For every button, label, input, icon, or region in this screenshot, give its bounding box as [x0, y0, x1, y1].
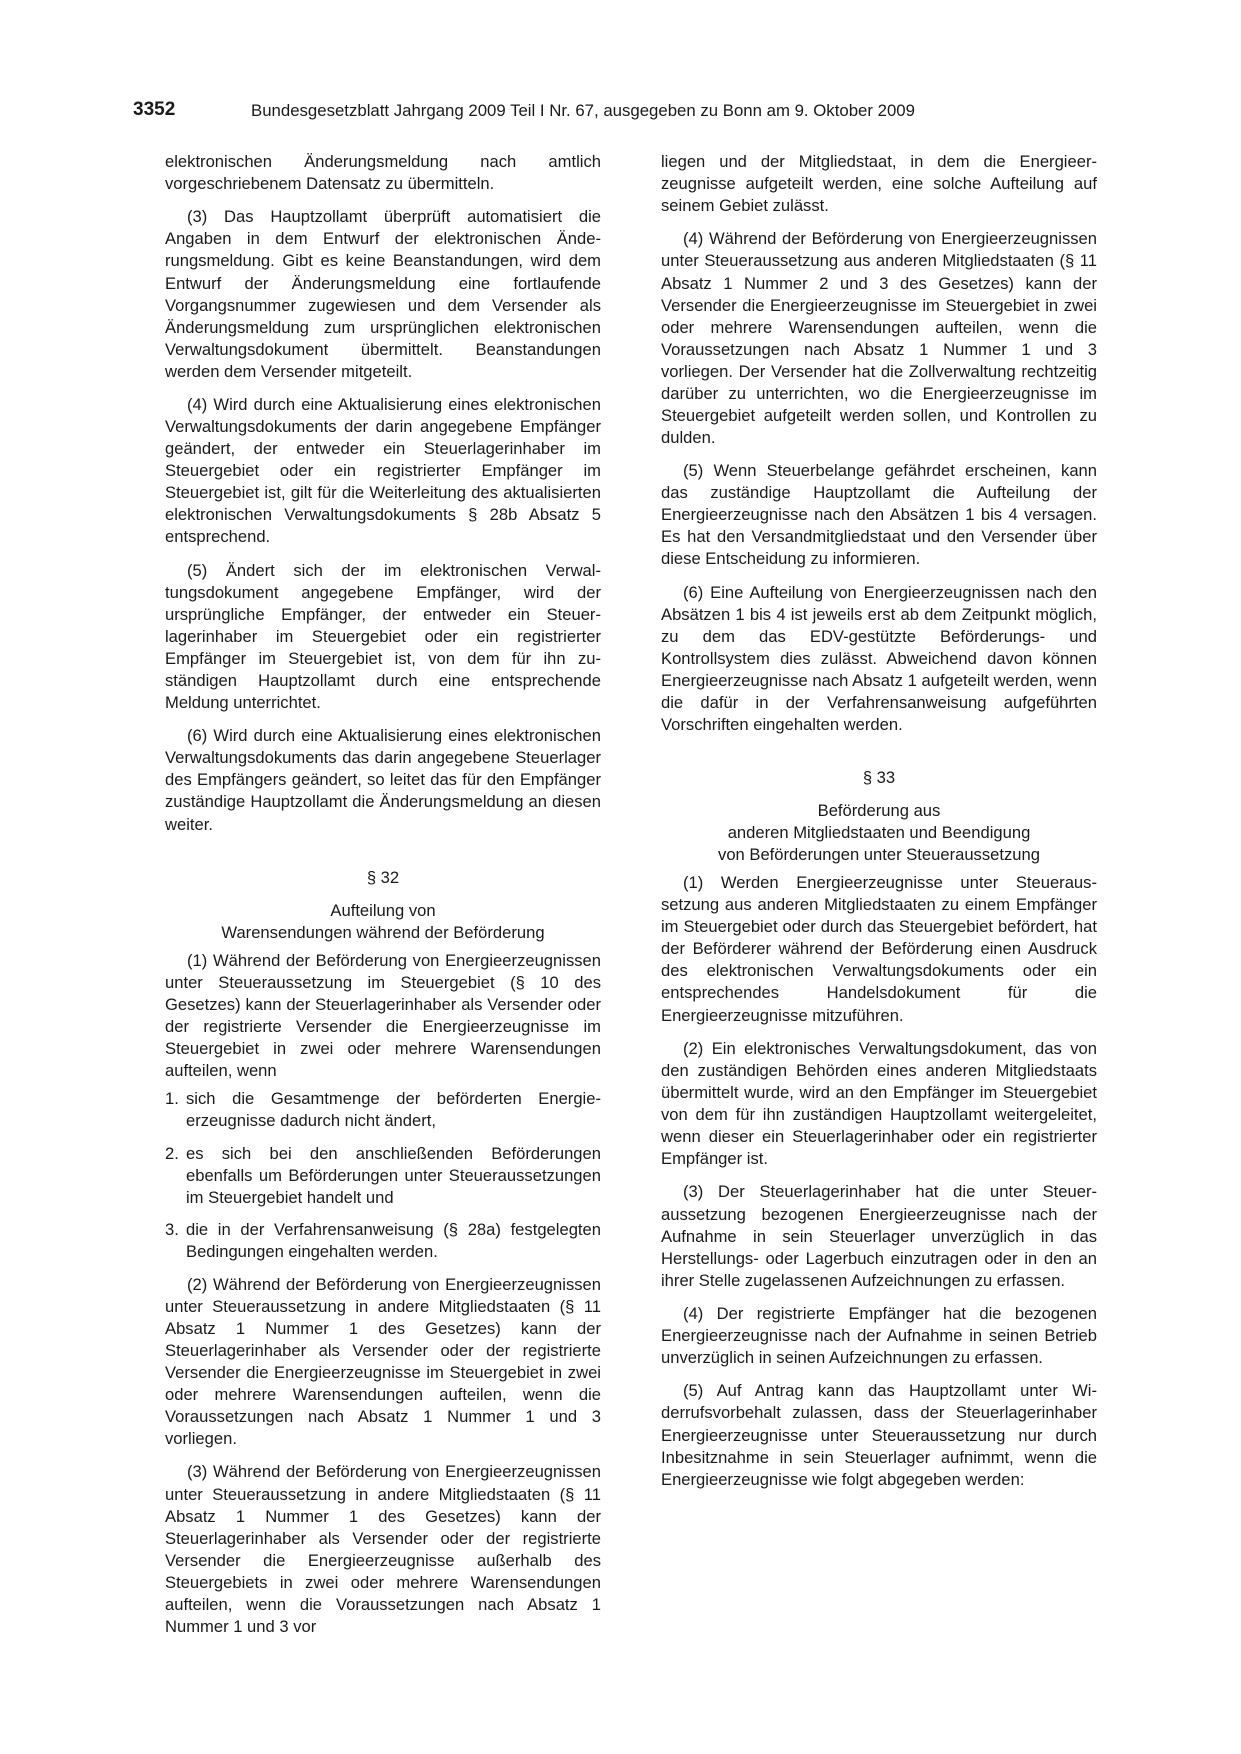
right-column [661, 151, 1097, 1502]
section-33-number: § 33 [862, 768, 896, 788]
section-32-paragraph-4: (4) Während der Beförderung von Energieerzeugnissen unter Steueraussetzung aus anderen Mitgliedstaaten (§ 11 Absatz 1 Nummer 2 und 3 des Gesetzes) kann der Versender die Energieerzeugnisse im Steuergebiet in zwei oder mehrere Warensendungen aufteilen, wenn die Voraussetzungen nach Absatz 1 Nummer 1 und 3 vorliegen. Der Versender hat die Zollverwaltung rechtzeitig darüber zu unterrichten, wo die Energieerzeugnisse im Steuergebiet aufgeteilt werden sollen, und Kontrollen zu dulden. [661, 229, 1097, 447]
list-item [165, 1143, 601, 1209]
section-32-paragraph-1: (1) Während der Beförderung von Energieerzeugnissen unter Steueraussetzung im Steuergebiet (§ 10 des Gesetzes) kann der Steuerlagerinhaber als Versender oder der registrierte Versender die Energieerzeugnisse im Steuergebiet in zwei oder mehrere Warensendungen aufteilen, wenn [165, 950, 601, 1080]
paragraph-5: (5) Ändert sich der im elektronischen Verwaltungsdokument angegebene Empfänger, wird der ursprüngliche Empfänger, der entweder ein Steuerlagerinhaber im Steuergebiet oder ein registrierter Empfänger im Steuergebiet ist, von dem für ihn zuständigen Hauptzollamt durch eine entsprechende Meldung unterrichtet. [165, 560, 601, 712]
section-32-paragraph-3: (3) Während der Beförderung von Energieerzeugnissen unter Steueraussetzung in andere Mitgliedstaaten (§ 11 Absatz 1 Nummer 1 des Gesetzes) kann der Steuerlagerinhaber als Versender oder der registrierte Versender die Energieerzeugnisse außerhalb des Steuergebiets in zwei oder mehrere Warensendungen aufteilen, wenn die Voraussetzungen nach Absatz 1 Nummer 1 und 3 vor [165, 1462, 601, 1636]
list-item-number: 3. [165, 1220, 179, 1240]
list-item-number: 2. [165, 1143, 179, 1163]
paragraph-4: (4) Wird durch eine Aktualisierung eines elektronischen Verwaltungsdokuments der darin angegebene Empfänger geändert, der entweder ein Steuerlagerinhaber im Steuergebiet oder ein registrierter Empfänger im Steuergebiet ist, gilt für die Weiterleitung des aktualisierten elektronischen Verwaltungsdokuments § 28b Absatz 5 entsprechend. [165, 395, 601, 547]
list-item-number: 1. [165, 1088, 179, 1108]
section-33-paragraph-3: (3) Der Steuerlagerinhaber hat die unter Steueraussetzung bezogenen Energieerzeugnisse nach der Aufnahme in sein Steuerlager unverzüglich in das Herstellungs- oder Lagerbuch einzutragen oder in den an ihrer Stelle zugelassenen Aufzeichnungen zu erfassen. [661, 1182, 1097, 1290]
section-32-paragraph-2: (2) Während der Beförderung von Energieerzeugnissen unter Steueraussetzung in andere Mitgliedstaaten (§ 11 Absatz 1 Nummer 1 des Gesetzes) kann der Steuerlagerinhaber als Versender oder der registrierte Versender die Energieerzeugnisse im Steuergebiet in zwei oder mehrere Warensendungen aufteilen, wenn die Voraussetzungen nach Absatz 1 Nummer 1 und 3 vorliegen. [165, 1274, 601, 1449]
list-item-text: die in der Verfahrensanweisung (§ 28a) festgelegten Bedingungen eingehalten werden. [186, 1220, 601, 1262]
section-33-paragraph-1: (1) Werden Energieerzeugnisse unter Steueraussetzung aus anderen Mitgliedstaaten zu einem Empfänger im Steuergebiet oder durch das Steuergebiet befördert, hat der Beförderer während der Beförderung einen Ausdruck des elektronischen Verwaltungsdokuments oder ein entsprechendes Handelsdokument für die Energieerzeugnisse mitzuführen. [661, 873, 1097, 1025]
section-33-title-line-3: von Beförderungen unter Steueraussetzung [718, 845, 1040, 865]
section-32-paragraph-6: (6) Eine Aufteilung von Energieerzeugnissen nach den Absätzen 1 bis 4 ist jeweils erst ab dem Zeitpunkt möglich, zu dem das EDV-gestützte Beförderungs- und Kontrollsystem dies zulässt. Abweichend davon können Energieerzeugnisse nach Absatz 1 aufgeteilt werden, wenn die dafür in der Verfahrensanweisung aufgeführten Vorschriften eingehalten werden. [661, 582, 1097, 735]
section-32-title [165, 900, 601, 944]
page-header [133, 99, 993, 127]
list-item [165, 1088, 601, 1132]
page-number: 3352 [133, 99, 176, 120]
paragraph-continuation: liegen und der Mitgliedstaat, in dem die Energieerzeugnisse aufgeteilt werden, eine solche Aufteilung auf seinem Gebiet zulässt. [661, 152, 1097, 216]
section-32-paragraph-5: (5) Wenn Steuerbelange gefährdet erscheinen, kann das zuständige Hauptzollamt die Aufteilung der Energieerzeugnisse nach den Absätzen 1 bis 4 versagen. Es hat den Versandmitgliedstaat und den Versender über diese Entscheidung zu informieren. [661, 461, 1097, 569]
list-item-text: es sich bei den anschließenden Beförderungen ebenfalls um Beförderungen unter Steueraussetzungen im Steuergebiet handelt und [186, 1143, 601, 1207]
section-33-title [661, 800, 1097, 866]
section-33-title-line-2: anderen Mitgliedstaaten und Beendigung [727, 823, 1031, 843]
section-33-paragraph-5: (5) Auf Antrag kann das Hauptzollamt unter Widerrufsvorbehalt zulassen, dass der Steuerlagerinhaber Energieerzeugnisse unter Steueraussetzung nur durch Inbesitznahme in sein Steuerlager aufnimmt, wenn die Energieerzeugnisse wie folgt abgegeben werden: [661, 1381, 1097, 1489]
list-item-text: sich die Gesamtmenge der beförderten Energieerzeugnisse dadurch nicht ändert, [186, 1088, 601, 1131]
section-33-paragraph-2: (2) Ein elektronisches Verwaltungsdokument, das von den zuständigen Behörden eines anderen Mitgliedstaats übermittelt wurde, wird an den Empfänger im Steuergebiet von dem für ihn zuständigen Hauptzollamt weitergeleitet, wenn dieser ein Steuerlagerinhaber oder ein registrierter Empfänger ist. [661, 1038, 1097, 1169]
section-32-title-line-2: Warensendungen während der Beförderung [221, 922, 545, 942]
section-33-paragraph-4: (4) Der registrierte Empfänger hat die bezogenen Energieerzeugnisse nach der Aufnahme in seinen Betrieb unverzüglich in seinen Aufzeichnungen zu erfassen. [661, 1303, 1097, 1368]
paragraph-3: (3) Das Hauptzollamt überprüft automatisiert die Angaben in dem Entwurf der elektronischen Änderungsmeldung. Gibt es keine Beanstandungen, wird dem Entwurf der Änderungsmeldung eine fortlaufende Vorgangsnummer zugewiesen und dem Versender als Änderungsmeldung zum ursprünglichen elektronischen Verwaltungsdokument übermittelt. Beanstandungen werden dem Versender mitgeteilt. [165, 207, 601, 381]
paragraph-continuation: elektronischen Änderungsmeldung nach amtlich vorgeschriebenem Datensatz zu übermitteln. [165, 152, 601, 194]
left-column [165, 151, 601, 1649]
running-title: Bundesgesetzblatt Jahrgang 2009 Teil I Nr. 67, ausgegeben zu Bonn am 9. Oktober 2009 [251, 101, 915, 120]
paragraph-6: (6) Wird durch eine Aktualisierung eines elektronischen Verwaltungsdokuments das darin angegebene Steuerlager des Empfängers geändert, so leitet das für den Empfänger zuständige Hauptzollamt die Änderungsmeldung an diesen weiter. [165, 726, 601, 834]
section-32-title-line-1: Aufteilung von [330, 900, 436, 920]
section-32-number: § 32 [366, 867, 400, 887]
section-32-conditions-list [165, 1088, 601, 1263]
list-item [165, 1219, 601, 1263]
section-33-title-line-1: Beförderung aus [817, 801, 941, 821]
